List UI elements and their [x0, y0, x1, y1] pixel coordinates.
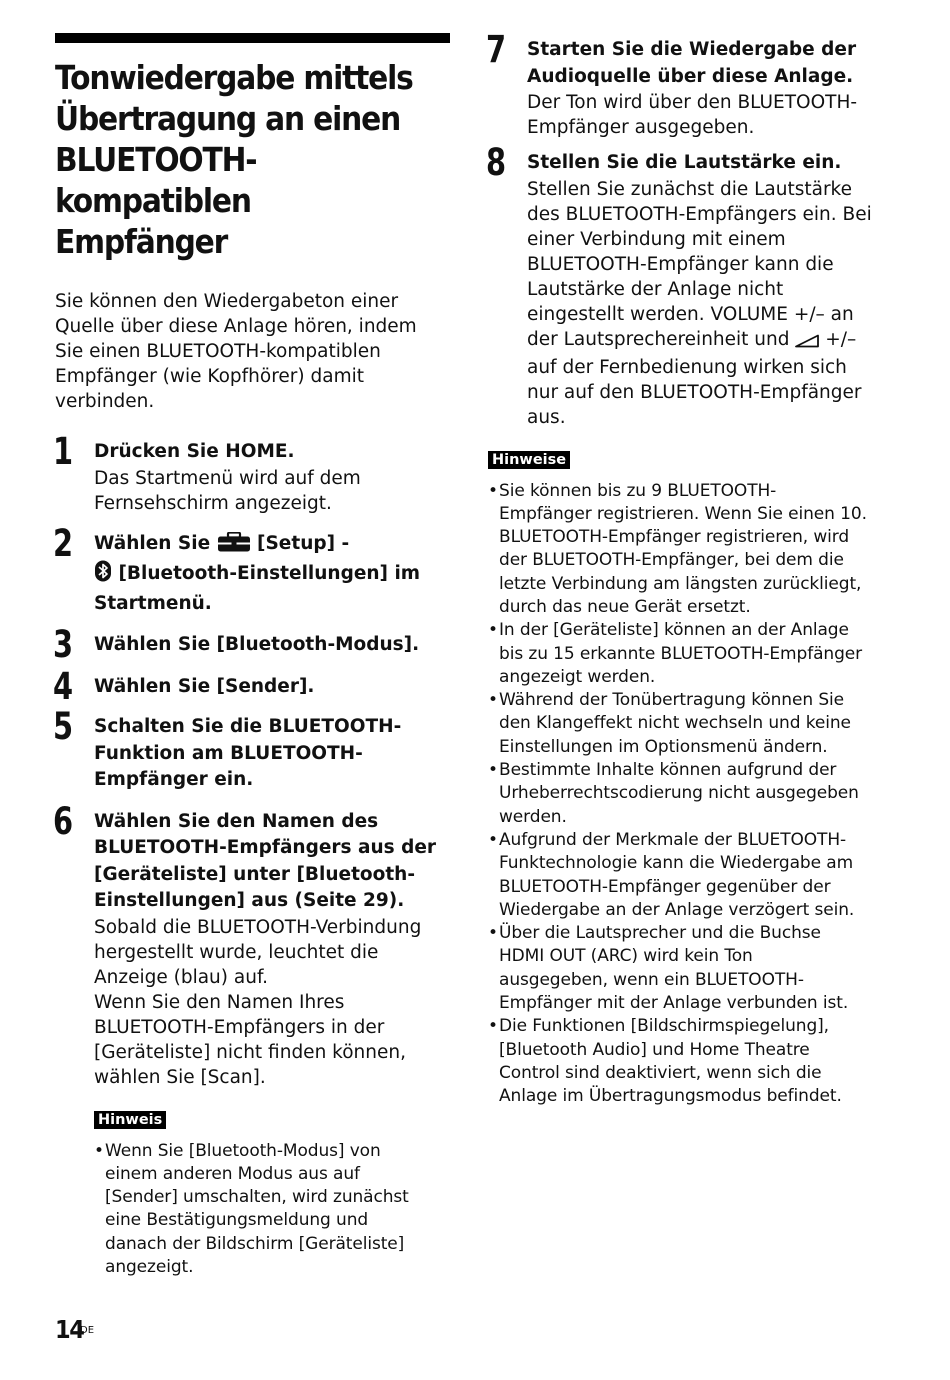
intro-paragraph: Sie können den Wiedergabeton einer Quelle über diese Anlage hören, indem Sie einen BLUETOOTH-kompatiblen Empfänger (wie Kopfhörer) damit verbinden. [55, 291, 417, 412]
list-item: • Sie können bis zu 9 BLUETOOTH- Empfänger registrieren. Wenn Sie einen 10. BLUETOOTH-Empfänger registrieren, wird der BLUETOOTH-Empfänger, bei dem die letzte Verbindung am längsten zurückliegt, durch das neue Gerät ersetzt. [488, 480, 883, 620]
step-title: Stellen Sie die Lautstärke ein. [527, 152, 842, 173]
step-2 [53, 521, 450, 618]
hinweise-label: Hinweise [488, 451, 570, 469]
step-1 [53, 430, 450, 516]
step-4 [53, 664, 450, 708]
step-title: Wählen Sie [Setup] - [Bluetooth-Einstellungen] im Startmenü. [94, 532, 421, 614]
step-title: Wählen Sie [Bluetooth-Modus]. [94, 634, 420, 655]
page-title [55, 57, 451, 262]
step-8 [486, 141, 883, 430]
list-item: • In der [Geräteliste] können an der Anlage bis zu 15 erkannte BLUETOOTH-Empfänger angezeigt werden. [488, 619, 883, 689]
step-number: 1 [53, 430, 74, 473]
list-item: • Während der Tonübertragung können Sie den Klangeffekt nicht wechseln und keine Einstellungen im Optionsmenü ändern. [488, 689, 883, 759]
page-number: 14 DE [55, 1315, 95, 1344]
step-title: Schalten Sie die BLUETOOTH- Funktion am BLUETOOTH- Empfänger ein. [94, 716, 402, 790]
hinweis-label: Hinweis [94, 1111, 166, 1129]
list-item: • Aufgrund der Merkmale der BLUETOOTH- Funktechnologie kann die Wiedergabe am BLUETOOTH-Empfänger gegenüber der Wiedergabe an der Anlage verzögert sein. [488, 829, 883, 922]
hinweis-box [94, 1109, 450, 1280]
step-body: Das Startmenü wird auf dem Fernsehschirm angezeigt. [94, 467, 361, 514]
volume-wedge-icon [795, 330, 819, 355]
hinweise-list [488, 480, 883, 1109]
step-3 [53, 623, 450, 666]
page-language: DE [80, 1325, 95, 1336]
title-line: Empfänger [55, 222, 228, 261]
step-number: 2 [53, 521, 74, 565]
hinweise-box [488, 449, 883, 1109]
list-item: • Die Funktionen [Bildschirmspiegelung], [Bluetooth Audio] und Home Theatre Control sind deaktiviert, wenn sich die Anlage im Übertragungsmodus befindet. [488, 1015, 883, 1108]
step-number: 7 [486, 28, 507, 71]
step-5 [53, 705, 450, 794]
left-column [55, 33, 450, 1279]
list-item: • Wenn Sie [Bluetooth-Modus] von einem anderen Modus aus auf [Sender] umschalten, wird zunächst eine Bestätigungsmeldung und danach der Bildschirm [Geräteliste] angezeigt. [94, 1140, 450, 1280]
step-title: Wählen Sie [Sender]. [94, 675, 315, 697]
step-body: Sobald die BLUETOOTH-Verbindung hergestellt wurde, leuchtet die Anzeige (blau) auf. Wenn Sie den Namen Ihres BLUETOOTH-Empfängers in der [Geräteliste] nicht finden können, wählen Sie [Scan]. [94, 916, 422, 1088]
list-item: • Über die Lautsprecher und die Buchse HDMI OUT (ARC) wird kein Ton ausgegeben, wenn ein BLUETOOTH- Empfänger mit der Anlage verbunden ist. [488, 922, 883, 1015]
right-column [488, 28, 883, 1109]
title-rule [55, 33, 450, 43]
step-title: Wählen Sie den Namen des BLUETOOTH-Empfängers aus der [Geräteliste] unter [Bluetooth- Einstellungen] aus (Seite 29). [94, 810, 436, 911]
step-title: Starten Sie die Wiedergabe der Audioquelle über diese Anlage. [527, 39, 857, 87]
list-item: • Bestimmte Inhalte können aufgrund der Urheberrechtscodierung nicht ausgegeben werden. [488, 759, 883, 829]
title-line: Tonwiedergabe mittels [55, 58, 413, 97]
step-number: 8 [486, 141, 507, 184]
step-number: 5 [53, 705, 74, 748]
step-number: 3 [53, 623, 74, 666]
step-number: 4 [53, 664, 74, 708]
step-body: Stellen Sie zunächst die Lautstärke des BLUETOOTH-Empfängers ein. Bei einer Verbindung mit einem BLUETOOTH-Empfänger kann die Lautstärke der Anlage nicht eingestellt werden. VOLUME +/– an der Lautsprechereinheit und +/– auf der Fernbedienung wirken sich nur auf den BLUETOOTH-Empfänger aus. [527, 178, 872, 428]
title-line: Übertragung an einen [55, 99, 401, 138]
hinweis-list [94, 1140, 450, 1280]
step-number: 6 [53, 799, 74, 843]
step-7 [486, 28, 883, 140]
step-title: Drücken Sie HOME. [94, 441, 295, 462]
title-line: BLUETOOTH-kompatiblen [55, 140, 257, 220]
bluetooth-icon [94, 560, 112, 591]
step-body: Der Ton wird über den BLUETOOTH- Empfänger ausgegeben. [527, 92, 858, 138]
step-6 [53, 799, 450, 1280]
toolbox-icon [217, 532, 251, 561]
